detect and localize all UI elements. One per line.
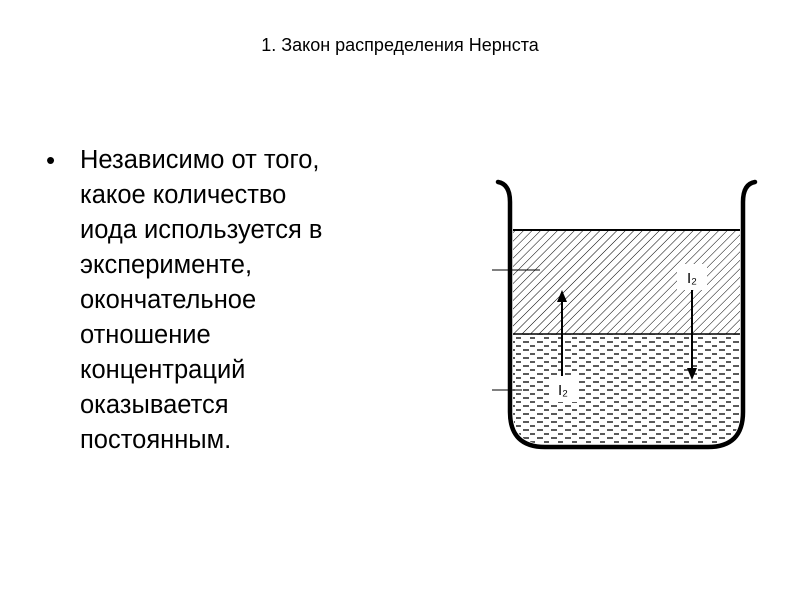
bullet-line-9: постоянным.: [80, 426, 232, 454]
bullet-line-7: концентраций: [80, 356, 246, 384]
lower-iodine-label: I₂: [558, 382, 568, 399]
bullet-line-3: иода используется в: [80, 216, 323, 244]
bullet-line-6: отношение: [80, 321, 211, 349]
bullet-text: [80, 143, 400, 458]
upper-iodine-label: I₂: [687, 270, 697, 287]
beaker-diagram: [480, 172, 760, 462]
bullet-marker: •: [46, 145, 56, 175]
bullet-line-5: окончательное: [80, 286, 257, 314]
lower-aqueous-layer: [513, 334, 740, 449]
bullet-line-4: эксперименте,: [80, 251, 253, 279]
bullet-line-1: Независимо от того,: [80, 146, 320, 174]
slide-title: 1. Закон распределения Нернста: [261, 35, 539, 55]
bullet-line-2: какое количество: [80, 181, 287, 209]
bullet-line-8: оказывается: [80, 391, 229, 419]
